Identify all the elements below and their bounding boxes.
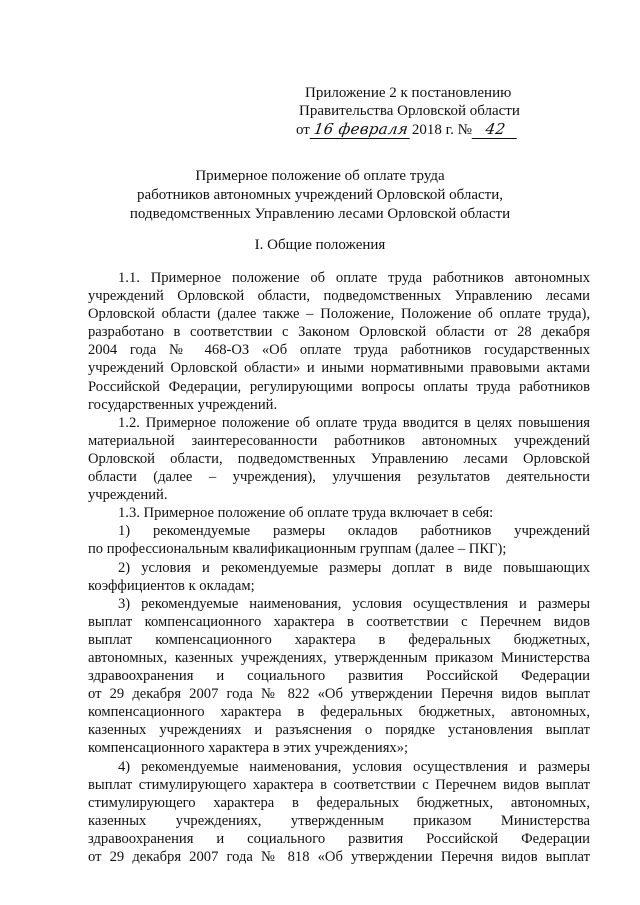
text-line: 4) рекомендуемые наименования, условия осуществления и размеры xyxy=(118,758,590,775)
text-line: компенсационного характера в федеральных бюджетных, автономных, xyxy=(88,704,590,721)
appendix-date-line xyxy=(296,120,596,139)
paragraph-1-3 xyxy=(88,504,590,522)
text-line: казенных учреждениях и разъяснения о порядке установления выплат xyxy=(88,722,590,739)
handwritten-date: 16 февраля xyxy=(310,120,413,139)
text-line: выплат компенсационного характера в федеральных бюджетных, xyxy=(88,631,590,648)
list-item-4 xyxy=(88,758,590,867)
text-line: учреждений Орловской области, подведомственных Управлению лесами xyxy=(88,288,590,305)
from-prefix: от xyxy=(296,122,310,138)
text-line: компенсационного характера в этих учреждениях»; xyxy=(88,740,409,757)
document-body xyxy=(88,269,590,866)
text-line: стимулирующего характера в федеральных бюджетных, автономных, xyxy=(88,794,590,811)
text-line: 2) условия и рекомендуемые размеры доплат в виде повышающих xyxy=(118,559,590,576)
text-line: разработано в соответствии с Законом Орловской области от 28 декабря xyxy=(88,324,590,341)
text-line: материальной заинтересованности работников автономных учреждений xyxy=(88,432,590,449)
text-line: от 29 декабря 2007 года № 822 «Об утверждении Перечня видов выплат xyxy=(88,686,590,703)
appendix-line-2: Правительства Орловской области xyxy=(299,103,520,119)
appendix-header xyxy=(296,84,596,139)
text-line: 2004 года № 468-ОЗ «Об оплате труда работников государственных xyxy=(88,342,590,359)
text-line: выплат стимулирующего характера в соответствии с Перечнем видов выплат xyxy=(88,776,590,793)
document-title xyxy=(100,167,540,224)
text-line: учреждений Орловской области» и иными нормативными правовыми актами xyxy=(88,360,590,377)
text-line: Орловской области, подведомственных Управлению лесами Орловской xyxy=(88,450,590,467)
text-line: выплат компенсационного характера в соответствии с Перечнем видов xyxy=(88,613,590,630)
section-heading: I. Общие положения xyxy=(254,237,386,253)
list-item-2 xyxy=(88,559,590,595)
text-line: Орловской области (далее также – Положение, Положение об оплате труда), xyxy=(88,306,590,323)
list-item-3 xyxy=(88,595,590,758)
text-line: от 29 декабря 2007 года № 818 «Об утверждении Перечня видов выплат xyxy=(88,849,590,865)
text-line: здравоохранения и социального развития Российской Федерации xyxy=(88,830,590,847)
handwritten-number: 42 xyxy=(472,120,520,139)
text-line: автономных, казенных учреждениях, утвержденным приказом Министерства xyxy=(88,649,590,666)
text-line: по профессиональным квалификационным группам (далее – ПКГ); xyxy=(88,541,507,558)
text-line: учреждений. xyxy=(88,487,168,504)
text-line: казенных учреждениях, утвержденным приказом Министерства xyxy=(88,812,590,829)
list-item-1 xyxy=(88,522,590,558)
year-text: 2018 г. № xyxy=(411,122,472,138)
paragraph-1-2 xyxy=(88,414,590,504)
title-line-3: подведомственных Управлению лесами Орловской области xyxy=(129,206,511,222)
text-line: здравоохранения и социального развития Российской Федерации xyxy=(88,668,590,685)
paragraph-1-1 xyxy=(88,269,590,414)
text-line: коэффициентов к окладам; xyxy=(88,577,255,594)
text-line: 1.3. Примерное положение об оплате труда включает в себя: xyxy=(118,505,494,522)
text-line: 1.1. Примерное положение об оплате труда работников автономных xyxy=(118,270,590,286)
appendix-line-1: Приложение 2 к постановлению xyxy=(305,85,512,101)
text-line: государственных учреждений. xyxy=(88,396,278,413)
text-line: области (далее – учреждения), улучшения результатов деятельности xyxy=(88,469,590,486)
text-line: Российской Федерации, регулирующими вопросы оплаты труда работников xyxy=(88,378,590,395)
text-line: 1.2. Примерное положение об оплате труда вводится в целях повышения xyxy=(118,414,590,431)
text-line: 1) рекомендуемые размеры окладов работников учреждений xyxy=(118,523,590,540)
title-line-1: Примерное положение об оплате труда xyxy=(195,168,445,184)
title-line-2: работников автономных учреждений Орловской области, xyxy=(136,187,504,203)
text-line: 3) рекомендуемые наименования, условия осуществления и размеры xyxy=(118,595,590,612)
